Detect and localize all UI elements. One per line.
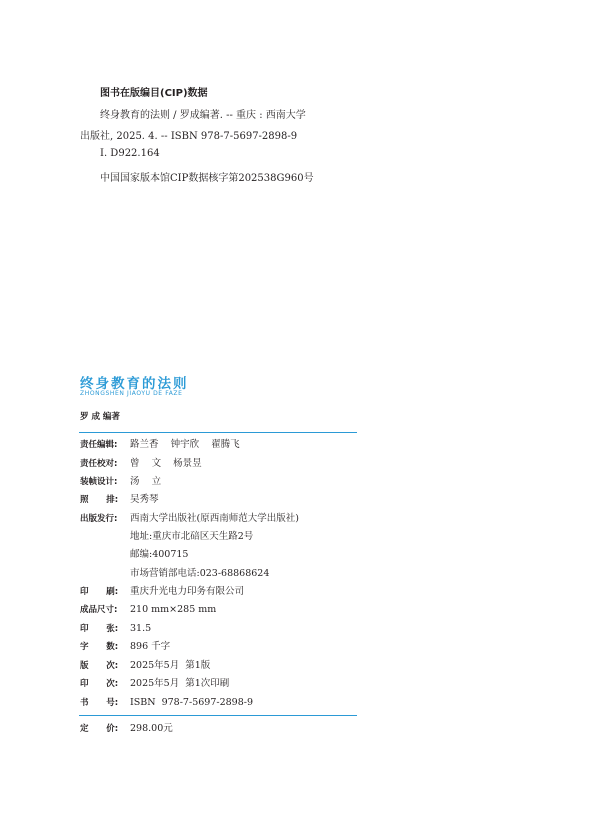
divider-top (79, 432, 357, 433)
credit-value: 曾 文 杨景昱 (130, 458, 202, 469)
credit-label: 出版发行: (80, 514, 118, 524)
book-title: 终身教育的法则 (80, 376, 189, 392)
spec-value: 重庆升光电力印务有限公司 (130, 586, 245, 597)
credit-value: 西南大学出版社(原西南师范大学出版社) (130, 513, 299, 524)
cip-record-number: 中国国家版本馆CIP数据核字第202538G960号 (100, 173, 314, 184)
spec-value: 210 mm×285 mm (130, 604, 217, 615)
spec-label: 印 次: (80, 679, 119, 689)
cip-line: 出版社, 2025. 4. -- ISBN 978-7-5697-2898-9 (80, 131, 298, 142)
spec-value: 2025年5月 第1次印刷 (130, 678, 230, 689)
spec-label: 印 刷: (80, 587, 119, 597)
spec-label: 版 次: (80, 661, 119, 671)
price-label: 定 价: (80, 724, 119, 734)
spec-value: ISBN 978-7-5697-2898-9 (130, 697, 254, 708)
credit-value: 路兰香 钟宇欣 翟腾飞 (130, 439, 240, 450)
spec-label: 成品尺寸: (80, 605, 118, 615)
price-value: 298.00元 (130, 723, 173, 734)
credit-value: 吴秀琴 (130, 494, 159, 505)
publisher-phone: 市场营销部电话:023-68868624 (130, 568, 270, 579)
credit-label: 照 排: (80, 495, 119, 505)
spec-value: 2025年5月 第1版 (130, 660, 211, 671)
spec-label: 字 数: (80, 642, 119, 652)
cip-heading: 图书在版编目(CIP)数据 (100, 88, 208, 99)
spec-value: 896 千字 (130, 641, 171, 652)
book-title-pinyin: ZHONGSHEN JIAOYU DE FAZE (80, 390, 183, 397)
spec-label: 印 张: (80, 624, 119, 634)
book-author: 罗 成 编著 (80, 412, 120, 422)
spec-label: 书 号: (80, 698, 119, 708)
credit-label: 责任编辑: (80, 440, 118, 450)
publisher-address: 地址:重庆市北碚区天生路2号 (130, 531, 254, 542)
publisher-postcode: 邮编:400715 (130, 549, 189, 560)
divider-bottom (79, 715, 357, 716)
cip-classification: Ⅰ. D922.164 (100, 148, 160, 159)
credit-label: 装帧设计: (80, 477, 118, 487)
credit-value: 汤 立 (130, 476, 162, 487)
credit-label: 责任校对: (80, 459, 118, 469)
spec-value: 31.5 (130, 623, 152, 634)
cip-line: 终身教育的法则 / 罗成编著. -- 重庆 : 西南大学 (100, 110, 306, 121)
